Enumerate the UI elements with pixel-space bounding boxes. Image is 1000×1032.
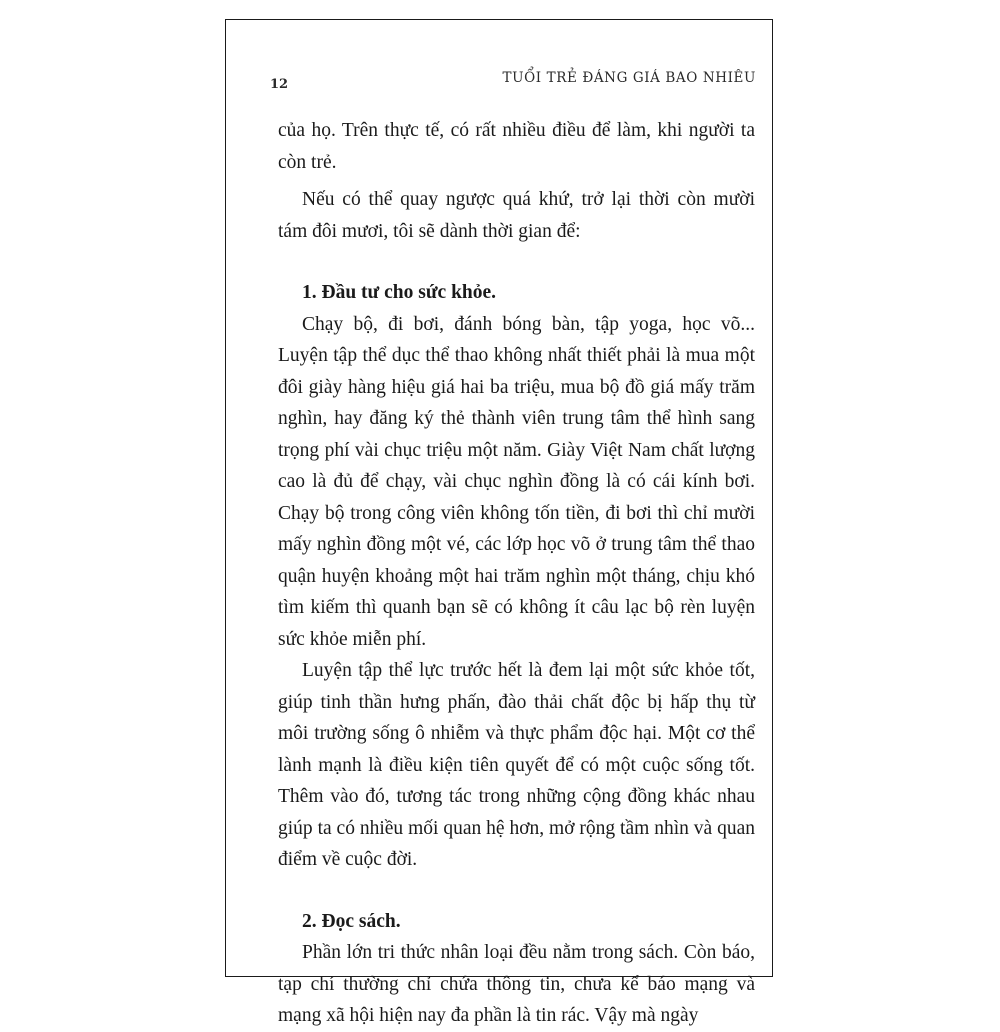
paragraph-continuation: của họ. Trên thực tế, có rất nhiều điều để làm, khi người ta còn trẻ. [278, 120, 755, 173]
book-page [225, 19, 773, 1026]
paragraph-intro: Nếu có thể quay ngược quá khứ, trở lại thời còn mười tám đôi mươi, tôi sẽ dành thời gian để: [278, 189, 755, 242]
section-heading-reading: 2. Đọc sách. [302, 910, 401, 932]
page-number: 12 [270, 77, 289, 92]
running-header: TUỔI TRẺ ĐÁNG GIÁ BAO NHIÊU [502, 70, 756, 86]
page-body [278, 115, 755, 1032]
paragraph-health-benefits: Luyện tập thể lực trước hết là đem lại một sức khỏe tốt, giúp tinh thần hưng phấn, đào thải chất độc bị hấp thụ từ môi trường sống ô nhiễm và thực phẩm độc hại. Một cơ thể lành mạnh là điều kiện tiên quyết để có một cuộc sống tốt. Thêm vào đó, tương tác trong những cộng đồng khác nhau giúp ta có nhiều mối quan hệ hơn, mở rộng tầm nhìn và quan điểm về cuộc đời. [278, 660, 755, 870]
paragraph-reading: Phần lớn tri thức nhân loại đều nằm trong sách. Còn báo, tạp chí thường chỉ chứa thông tin, chưa kể báo mạng và mạng xã hội hiện nay đa phần là tin rác. Vậy mà ngày [278, 942, 755, 1026]
paragraph-health-exercise: Chạy bộ, đi bơi, đánh bóng bàn, tập yoga, học võ... Luyện tập thể dục thể thao không nhất thiết phải là mua một đôi giày hàng hiệu giá hai ba triệu, mua bộ đồ giá mấy trăm nghìn, hay đăng ký thẻ thành viên trung tâm thể hình sang trọng phí vài chục triệu một năm. Giày Việt Nam chất lượng cao là đủ để chạy, vài chục nghìn đồng là có cái kính bơi. Chạy bộ trong công viên không tốn tiền, đi bơi thì chỉ mười mấy nghìn đồng một vé, các lớp học võ ở trung tâm thể thao quận huyện khoảng một hai trăm nghìn một tháng, chịu khó tìm kiếm thì quanh bạn sẽ có không ít câu lạc bộ rèn luyện sức khỏe miễn phí. [278, 313, 755, 650]
section-heading-health: 1. Đầu tư cho sức khỏe. [302, 282, 497, 303]
